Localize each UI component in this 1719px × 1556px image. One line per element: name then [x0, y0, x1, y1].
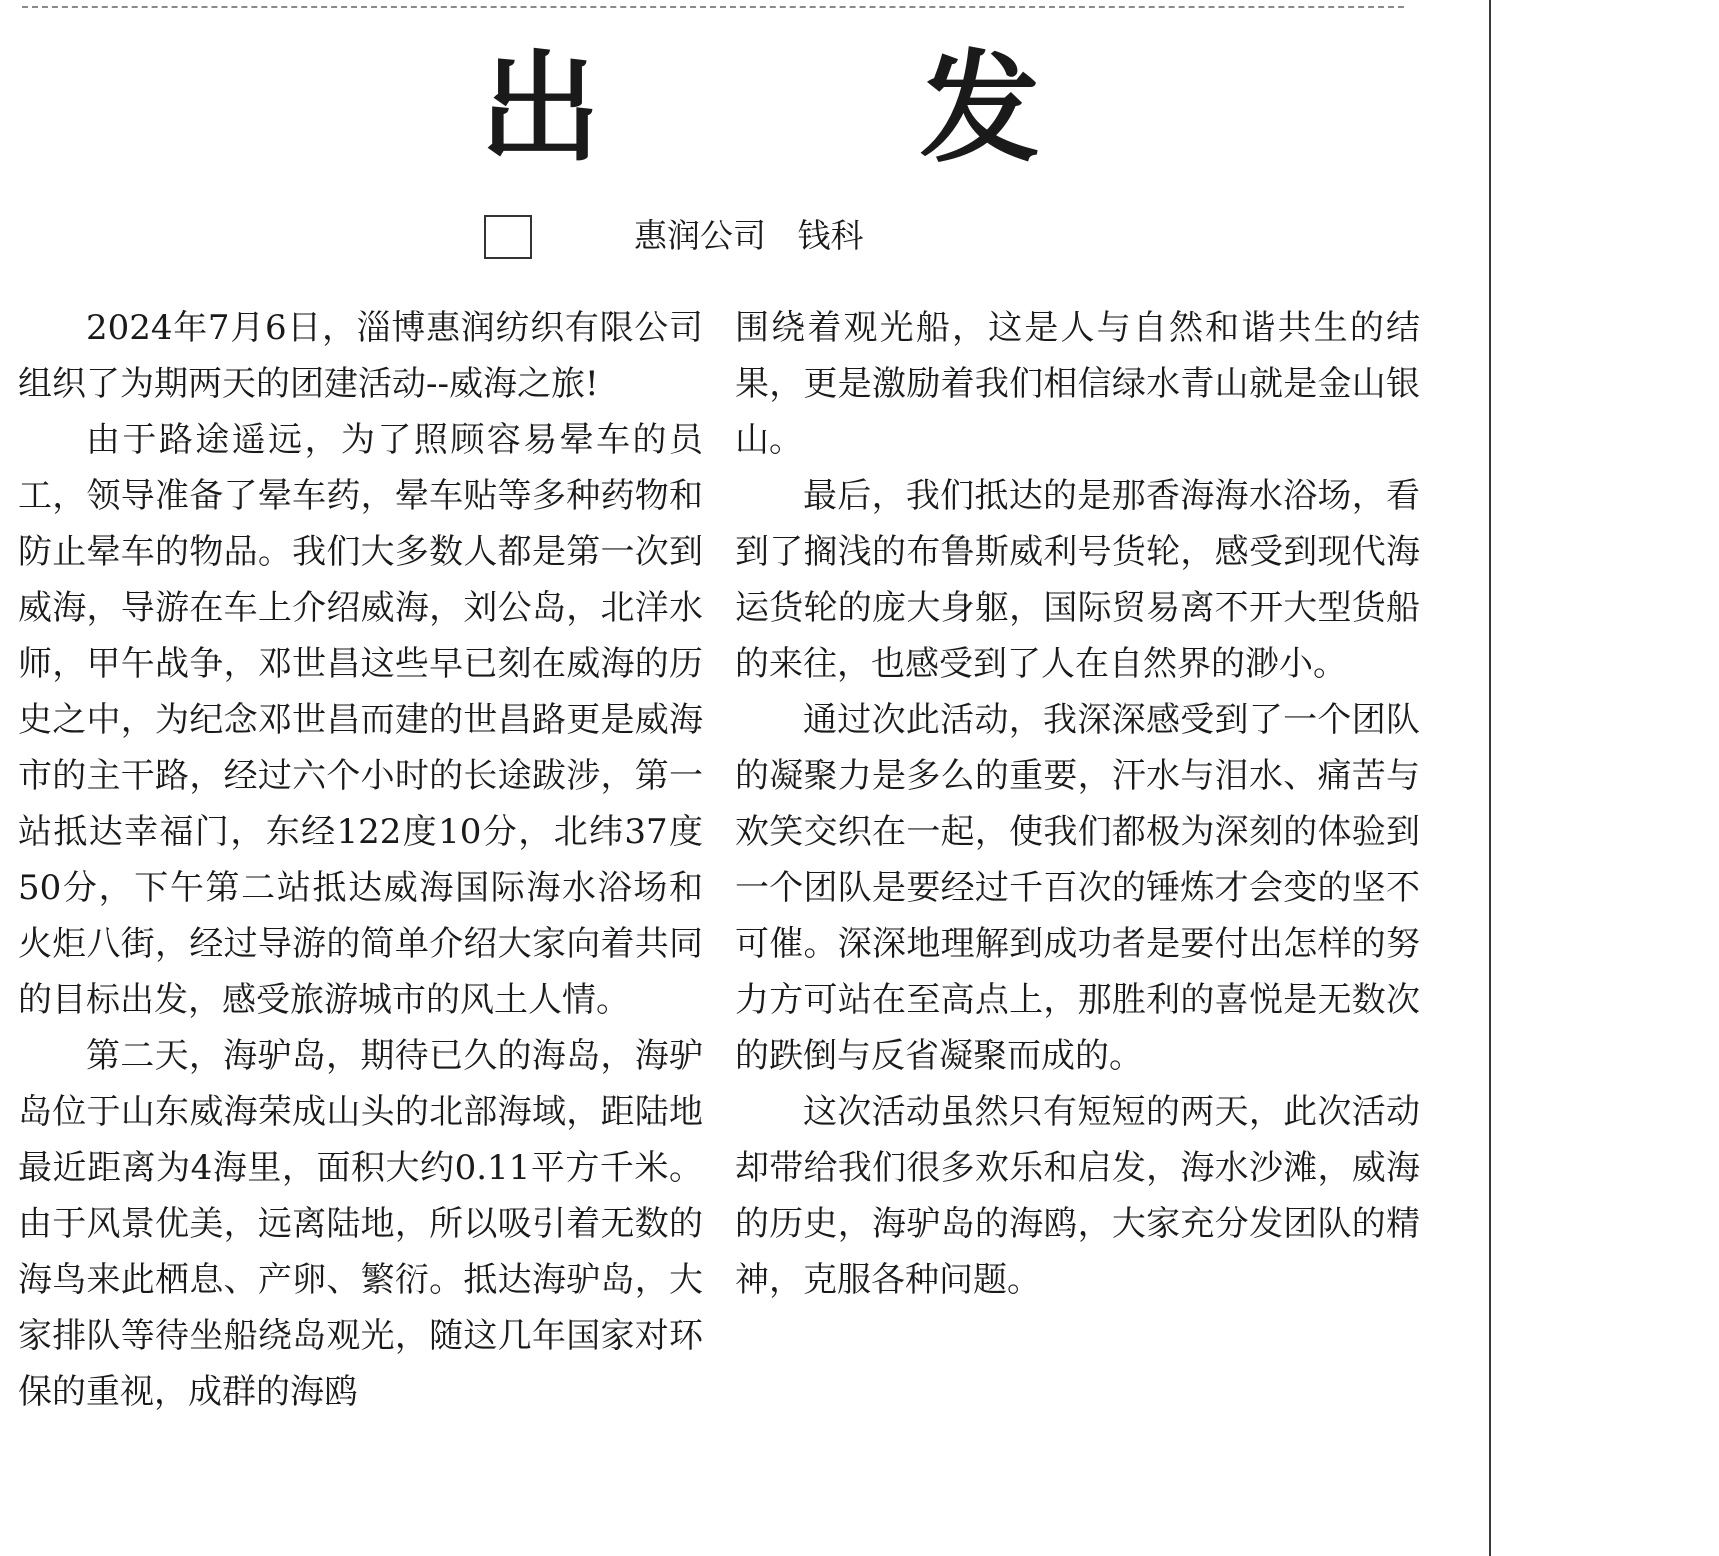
paragraph-intro: 2024年7月6日，淄博惠润纺织有限公司组织了为期两天的团建活动--威海之旅!: [18, 308, 703, 404]
paragraph-conclusion: 这次活动虽然只有短短的两天，此次活动却带给我们很多欢乐和启发，海水沙滩，威海的历史，海驴岛的海鸥，大家充分发团队的精神，克服各种问题。: [735, 1092, 1420, 1300]
left-column: [18, 300, 703, 1420]
right-column: [735, 300, 1420, 1308]
byline: 惠润公司 钱科: [634, 216, 864, 255]
top-dashed-rule: [22, 6, 1404, 8]
title-char-1: 出: [480, 40, 600, 179]
paragraph-day-two-continued: 围绕着观光船，这是人与自然和谐共生的结果，更是激励着我们相信绿水青山就是金山银山。: [735, 308, 1420, 460]
byline-box: [484, 215, 532, 259]
article-title: [480, 40, 1040, 180]
paragraph-beach: 最后，我们抵达的是那香海海水浴场，看到了搁浅的布鲁斯威利号货轮，感受到现代海运货轮的庞大身躯，国际贸易离不开大型货船的来往，也感受到了人在自然界的渺小。: [735, 476, 1420, 684]
paragraph-day-one: 由于路途遥远，为了照顾容易晕车的员工，领导准备了晕车药，晕车贴等多种药物和防止晕车的物品。我们大多数人都是第一次到威海，导游在车上介绍威海，刘公岛，北洋水师，甲午战争，邓世昌这些早已刻在威海的历史之中，为纪念邓世昌而建的世昌路更是威海市的主干路，经过六个小时的长途跋涉，第一站抵达幸福门，东经122度10分，北纬37度50分，下午第二站抵达威海国际海水浴场和火炬八街，经过导游的简单介绍大家向着共同的目标出发，感受旅游城市的风土人情。: [18, 420, 703, 1020]
paragraph-day-two: 第二天，海驴岛，期待已久的海岛，海驴岛位于山东威海荣成山头的北部海域，距陆地最近距离为4海里，面积大约0.11平方千米。由于风景优美，远离陆地，所以吸引着无数的海鸟来此栖息、产卵、繁衍。抵达海驴岛，大家排队等待坐船绕岛观光，随这几年国家对环保的重视，成群的海鸥: [18, 1036, 703, 1412]
paragraph-reflection: 通过次此活动，我深深感受到了一个团队的凝聚力是多么的重要，汗水与泪水、痛苦与欢笑交织在一起，使我们都极为深刻的体验到一个团队是要经过千百次的锤炼才会变的坚不可催。深深地理解到成功者是要付出怎样的努力方可站在至高点上，那胜利的喜悦是无数次的跌倒与反省凝聚而成的。: [735, 700, 1420, 1076]
title-char-2: 发: [920, 40, 1040, 179]
right-column-rule: [1489, 0, 1491, 1556]
